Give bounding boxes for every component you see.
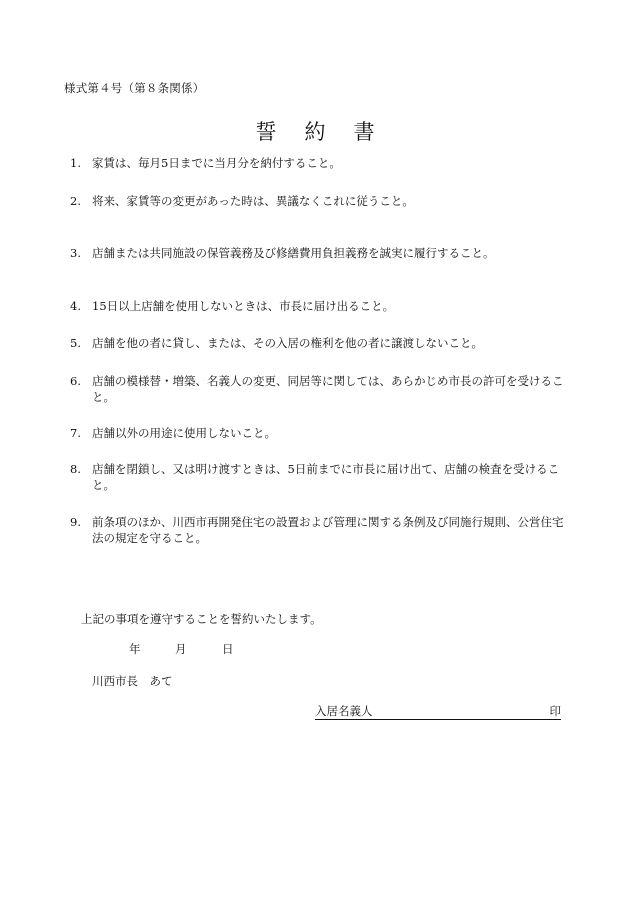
clause-text: 前条項のほか、川西市再開発住宅の設置および管理に関する条例及び同施行規則、公営住宅法の規定を守ること。 — [92, 515, 564, 545]
clause-number: 8. — [70, 462, 81, 476]
clause-text: 店舗または共同施設の保管義務及び修繕費用負担義務を誠実に履行すること。 — [92, 246, 495, 260]
clause-text: 店舗を閉鎖し、又は明け渡すときは、5日前までに市長に届け出て、店舗の検査を受けること。 — [92, 462, 560, 492]
date-month-label: 月 — [175, 642, 187, 656]
date-day-label: 日 — [222, 642, 234, 656]
clause-number: 5. — [70, 336, 81, 350]
clause-text: 店舗以外の用途に使用しないこと。 — [92, 426, 276, 440]
clause-number: 1. — [70, 156, 81, 170]
clause-number: 9. — [70, 515, 81, 529]
clause-4 — [70, 298, 570, 314]
clause-number: 2. — [70, 194, 81, 208]
clause-6 — [70, 373, 570, 405]
title-char-2: 約 — [304, 120, 326, 144]
addressee: 川西市長 あて — [92, 674, 173, 688]
clause-text: 15日以上店舗を使用しないときは、市長に届け出ること。 — [92, 299, 395, 313]
clause-number: 3. — [70, 246, 81, 260]
signature-line — [315, 703, 561, 720]
clause-text: 将来、家賃等の変更があった時は、異議なくこれに従うこと。 — [92, 194, 414, 208]
clause-9 — [70, 514, 570, 546]
clause-number: 4. — [70, 299, 81, 313]
clause-text: 店舗の模様替・増築、名義人の変更、同居等に関しては、あらかじめ市長の許可を受けること。 — [92, 374, 564, 404]
form-number: 様式第４号（第８条関係） — [64, 81, 205, 95]
document-title — [0, 116, 630, 146]
clause-7 — [70, 425, 570, 441]
clause-8 — [70, 461, 570, 493]
date-year-label: 年 — [129, 642, 141, 656]
clause-1 — [70, 155, 570, 171]
clause-number: 7. — [70, 426, 81, 440]
title-char-3: 書 — [353, 120, 375, 144]
clause-5 — [70, 335, 570, 351]
pledge-statement: 上記の事項を遵守することを誓約いたします。 — [81, 612, 322, 626]
clause-2 — [70, 193, 570, 209]
date-row — [0, 641, 630, 657]
signature-label: 入居名義人 — [315, 704, 373, 718]
clause-text: 家賃は、毎月5日までに当月分を納付すること。 — [92, 156, 341, 170]
clause-number: 6. — [70, 374, 81, 388]
seal-mark: 印 — [549, 704, 561, 718]
title-char-1: 誓 — [255, 120, 277, 144]
clause-text: 店舗を他の者に貸し、または、その入居の権利を他の者に譲渡しないこと。 — [92, 336, 483, 350]
clause-3 — [70, 245, 570, 261]
